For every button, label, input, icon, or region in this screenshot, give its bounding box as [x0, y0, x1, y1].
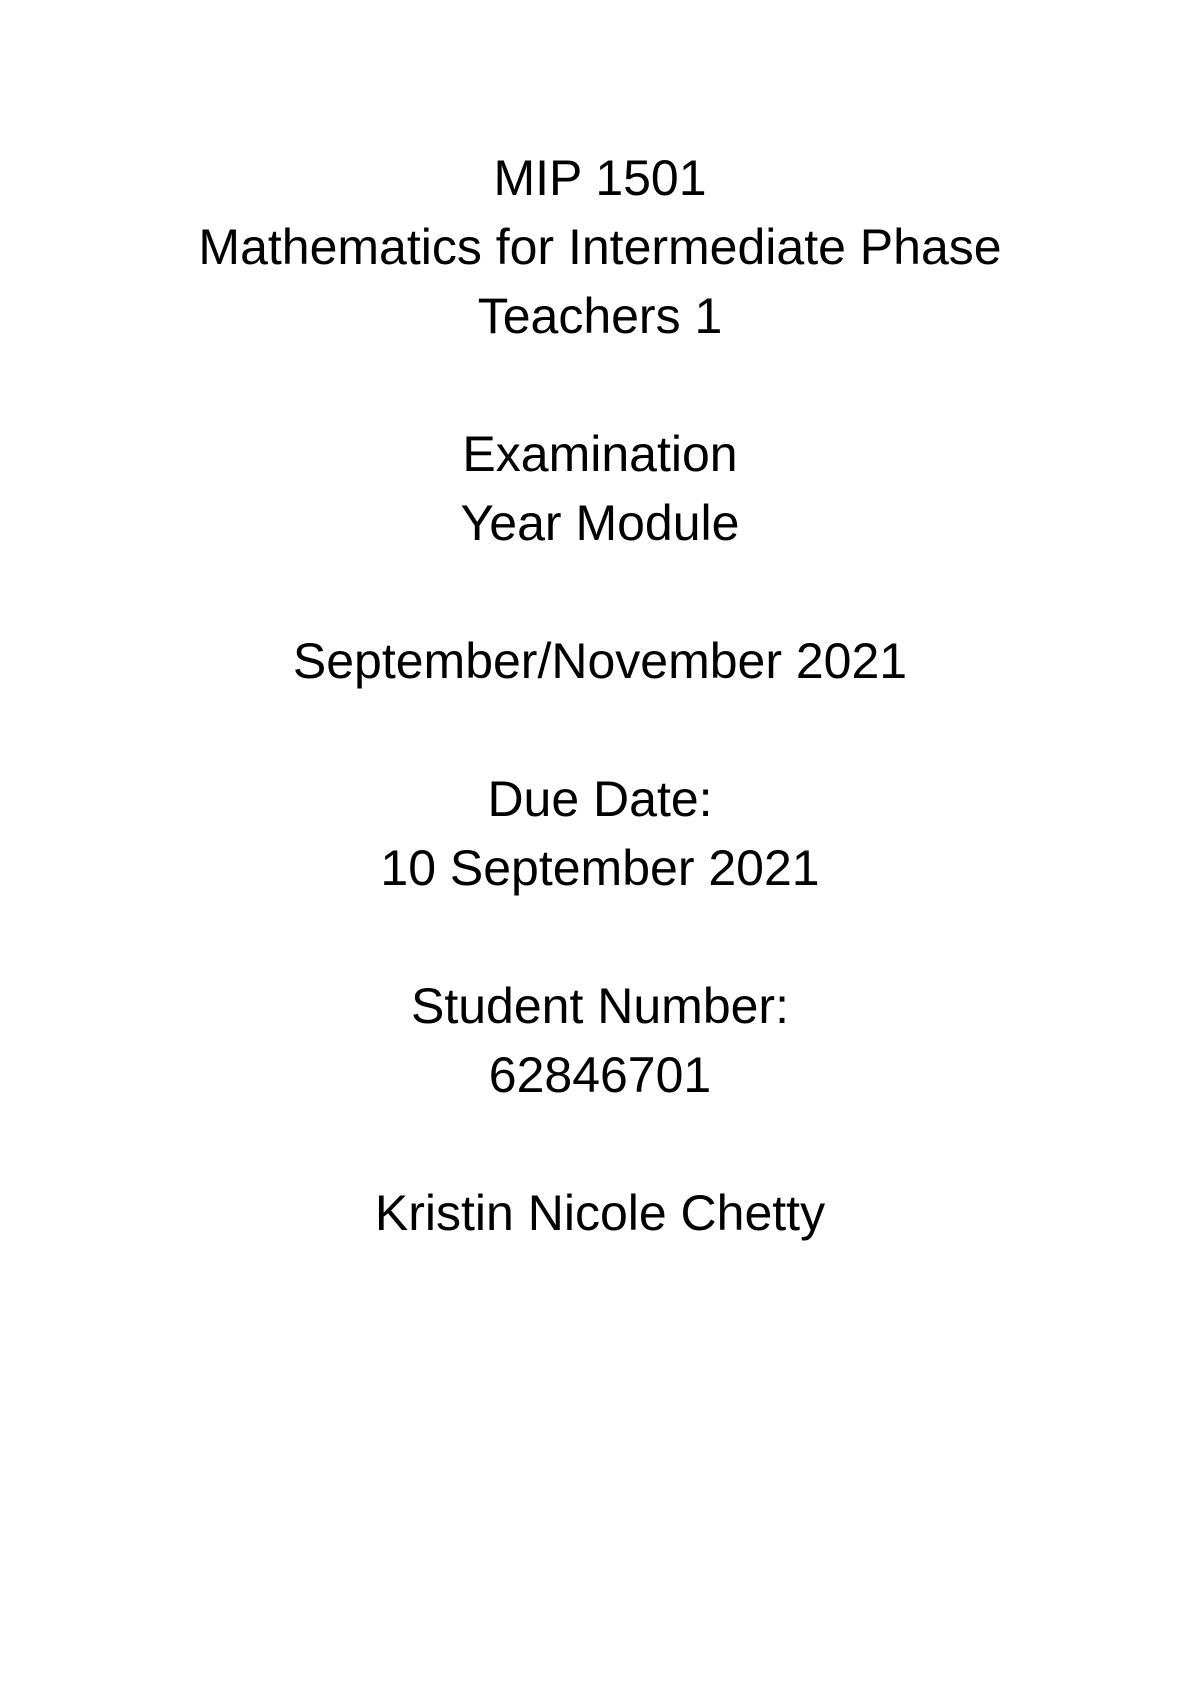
course-title-line-1: Mathematics for Intermediate Phase — [198, 219, 1002, 275]
student-name: Kristin Nicole Chetty — [374, 1185, 826, 1241]
spacer — [0, 903, 1200, 972]
spacer — [0, 696, 1200, 765]
spacer — [0, 1110, 1200, 1179]
spacer — [0, 558, 1200, 627]
exam-period: September/November 2021 — [292, 633, 908, 689]
cover-page-text — [0, 144, 1200, 1248]
module-type: Year Module — [460, 495, 740, 551]
spacer — [0, 351, 1200, 420]
assessment-type: Examination — [462, 426, 738, 482]
course-code: MIP 1501 — [493, 150, 707, 206]
student-number-value: 62846701 — [488, 1047, 712, 1103]
student-number-label: Student Number: — [411, 978, 789, 1034]
due-date-value: 10 September 2021 — [380, 840, 820, 896]
course-title-line-2: Teachers 1 — [477, 288, 723, 344]
due-date-label: Due Date: — [487, 771, 713, 827]
